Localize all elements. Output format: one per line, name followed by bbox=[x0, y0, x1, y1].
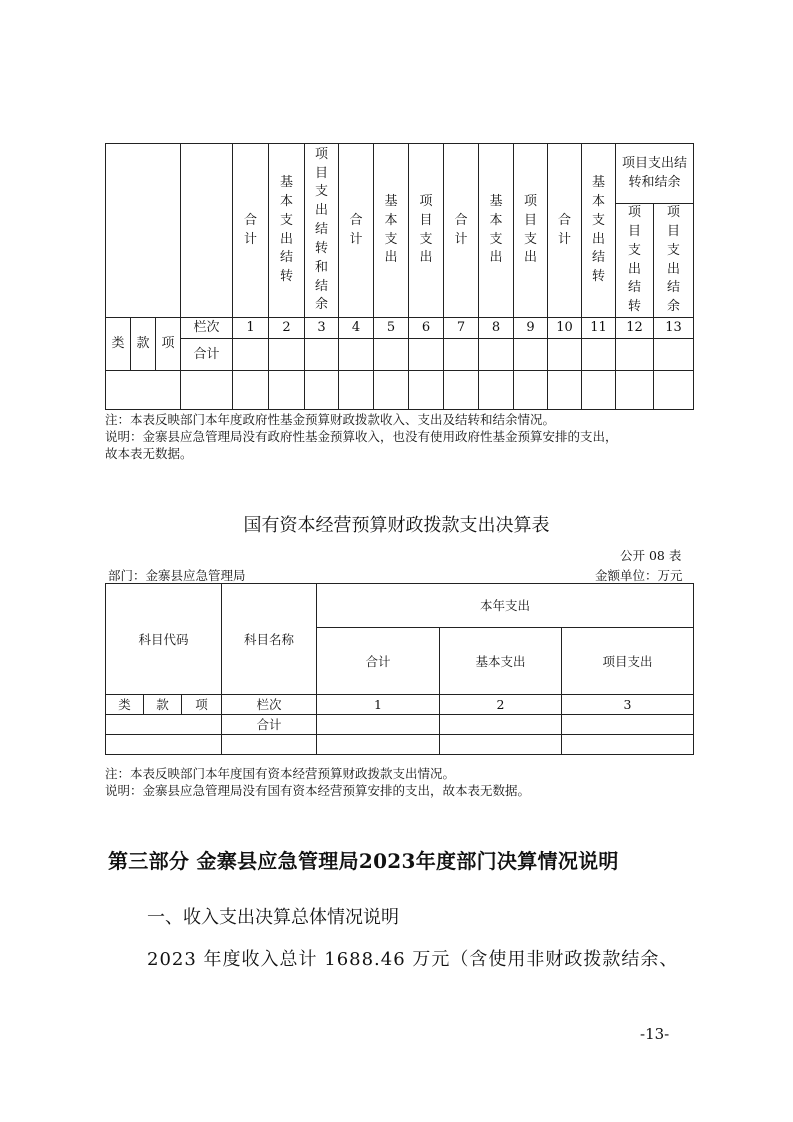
xmzc-header: 项目支出 bbox=[562, 628, 694, 695]
header-xmzcjzjy-group: 项目支出结转和结余 bbox=[616, 144, 694, 204]
empty-cell bbox=[106, 371, 181, 410]
bnzc-header: 本年支出 bbox=[317, 584, 694, 628]
header-xmzcjz: 项目支出结转 bbox=[616, 204, 654, 318]
header-jbzcjz-2: 基本支出结转 bbox=[582, 144, 616, 318]
header-heji-1: 合计 bbox=[233, 144, 269, 318]
xiang-cell: 项 bbox=[182, 695, 222, 715]
name-header: 科目名称 bbox=[222, 584, 317, 695]
blank-header-cell bbox=[106, 144, 181, 318]
header-heji-3: 合计 bbox=[444, 144, 479, 318]
body-paragraph: 2023 年度收入总计 1688.46 万元（含使用非财政拨款结余、 bbox=[147, 949, 679, 970]
header-jbzc-1: 基本支出 bbox=[374, 144, 409, 318]
page-number: -13- bbox=[640, 1025, 670, 1043]
header-xmzcjy: 项目支出结余 bbox=[654, 204, 694, 318]
lanci-cell: 栏次 bbox=[181, 318, 233, 339]
header-heji-4: 合计 bbox=[548, 144, 582, 318]
col-number: 3 bbox=[305, 318, 339, 339]
table-number: 公开 08 表 bbox=[620, 548, 682, 563]
soe-capital-table bbox=[105, 583, 694, 755]
col-number: 11 bbox=[582, 318, 616, 339]
header-jbzc-2: 基本支出 bbox=[479, 144, 514, 318]
header-heji-2: 合计 bbox=[339, 144, 374, 318]
lanci-cell: 栏次 bbox=[222, 695, 317, 715]
empty-cell bbox=[106, 715, 222, 735]
header-jbzcjz: 基本支出结转 bbox=[269, 144, 305, 318]
kuan-cell: 款 bbox=[131, 318, 156, 371]
blank-header-cell bbox=[181, 144, 233, 318]
col-number: 3 bbox=[562, 695, 694, 715]
lei-cell: 类 bbox=[106, 318, 131, 371]
department-label: 部门：金寨县应急管理局 bbox=[108, 568, 246, 583]
header-xmzc-2: 项目支出 bbox=[514, 144, 548, 318]
col-number: 1 bbox=[317, 695, 440, 715]
total-label: 合计 bbox=[222, 715, 317, 735]
section1-heading: 一、收入支出决算总体情况说明 bbox=[147, 907, 399, 928]
col-number: 13 bbox=[654, 318, 694, 339]
note-zhu: 注：本表反映部门本年度国有资本经营预算财政拨款支出情况。 bbox=[105, 766, 456, 781]
header-xmzcjzjy: 项目支出结转和结余 bbox=[305, 144, 339, 318]
xiang-cell: 项 bbox=[156, 318, 181, 371]
jbzc-header: 基本支出 bbox=[440, 628, 562, 695]
table1-notes bbox=[105, 411, 705, 462]
code-header: 科目代码 bbox=[106, 584, 222, 695]
note-shuoming: 说明：金寨县应急管理局没有国有资本经营预算安排的支出，故本表无数据。 bbox=[105, 783, 531, 798]
col-number: 5 bbox=[374, 318, 409, 339]
note-zhu: 注：本表反映部门本年度政府性基金预算财政拨款收入、支出及结转和结余情况。 bbox=[105, 412, 556, 427]
table2-notes bbox=[105, 765, 705, 799]
col-number: 6 bbox=[409, 318, 444, 339]
col-number: 8 bbox=[479, 318, 514, 339]
col-number: 4 bbox=[339, 318, 374, 339]
part3-heading: 第三部分 金寨县应急管理局2023年度部门决算情况说明 bbox=[108, 849, 619, 873]
col-number: 10 bbox=[548, 318, 582, 339]
table2-title: 国有资本经营预算财政拨款支出决算表 bbox=[243, 515, 550, 536]
col-number: 12 bbox=[616, 318, 654, 339]
unit-label: 金额单位：万元 bbox=[595, 568, 683, 583]
heji-cell: 合计 bbox=[181, 339, 233, 371]
note-shuoming-cont: 故本表无数据。 bbox=[105, 446, 193, 461]
col-number: 2 bbox=[269, 318, 305, 339]
empty-cell bbox=[106, 735, 222, 755]
header-xmzc-1: 项目支出 bbox=[409, 144, 444, 318]
heji-header: 合计 bbox=[317, 628, 440, 695]
col-number: 2 bbox=[440, 695, 562, 715]
kuan-cell: 款 bbox=[144, 695, 182, 715]
col-number: 1 bbox=[233, 318, 269, 339]
gov-fund-table bbox=[105, 143, 694, 410]
note-shuoming: 说明：金寨县应急管理局没有政府性基金预算收入，也没有使用政府性基金预算安排的支出， bbox=[105, 429, 618, 444]
col-number: 9 bbox=[514, 318, 548, 339]
lei-cell: 类 bbox=[106, 695, 144, 715]
col-number: 7 bbox=[444, 318, 479, 339]
